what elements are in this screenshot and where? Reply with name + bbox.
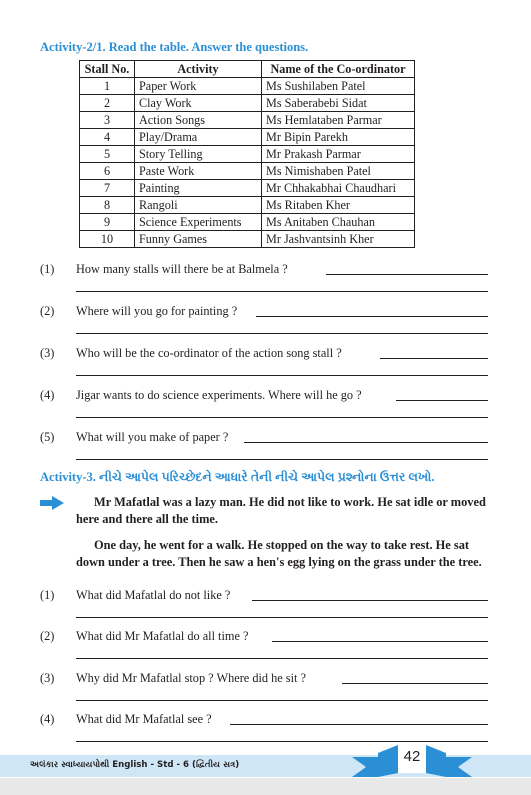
question-number: (5): [40, 430, 55, 444]
answer-blank[interactable]: [252, 588, 488, 601]
table-row: [80, 95, 415, 112]
stall-coordinator: Ms Sushilaben Patel: [262, 78, 415, 95]
table-row: [80, 78, 415, 95]
question-number: (2): [40, 629, 55, 643]
stall-coordinator: Ms Anitaben Chauhan: [262, 214, 415, 231]
answer-line[interactable]: [76, 616, 488, 618]
stall-number: 6: [80, 163, 135, 180]
table-row: [80, 197, 415, 214]
stall-coordinator: Ms Saberabebi Sidat: [262, 95, 415, 112]
stall-activity: Play/Drama: [135, 129, 262, 146]
stall-number: 10: [80, 231, 135, 248]
table-row: [80, 180, 415, 197]
activity-3-heading: Activity-3. નીચે આપેલ પરિચ્છેદને આધારે તેની નીચે આપેલ પ્રશ્નોના ઉત્તર લખો.: [40, 470, 435, 484]
stall-number: 1: [80, 78, 135, 95]
answer-blank[interactable]: [326, 262, 488, 275]
question-text: Jigar wants to do science experiments. Where will he go ?: [76, 388, 362, 402]
book-title: અલંકાર સ્વાધ્યાયપોથી English - Std - 6 (દ્વિતીય સત્ર): [30, 760, 240, 770]
question-text: Who will be the co-ordinator of the action song stall ?: [76, 346, 342, 360]
question-number: (1): [40, 588, 55, 602]
stall-number: 3: [80, 112, 135, 129]
stall-activity: Funny Games: [135, 231, 262, 248]
question-number: (3): [40, 346, 55, 360]
question-text: Where will you go for painting ?: [76, 304, 238, 318]
stall-activity: Paper Work: [135, 78, 262, 95]
answer-line[interactable]: [76, 290, 488, 292]
question-number: (3): [40, 671, 55, 685]
stall-activity: Paste Work: [135, 163, 262, 180]
column-header-coordinator: Name of the Co-ordinator: [262, 61, 415, 78]
stall-coordinator: Ms Ritaben Kher: [262, 197, 415, 214]
stall-number: 4: [80, 129, 135, 146]
table-row: [80, 231, 415, 248]
question-number: (4): [40, 712, 55, 726]
stall-activity: Science Experiments: [135, 214, 262, 231]
stall-activity: Action Songs: [135, 112, 262, 129]
question-text: How many stalls will there be at Balmela ?: [76, 262, 288, 276]
table-row: [80, 129, 415, 146]
answer-blank[interactable]: [244, 430, 488, 443]
question-text: What did Mr Mafatlal do all time ?: [76, 629, 249, 643]
passage-paragraph-2: One day, he went for a walk. He stopped on the way to take rest. He sat down under a tree. Then he saw a hen's egg lying on the grass under the tree.: [76, 538, 482, 569]
answer-line[interactable]: [76, 740, 488, 742]
stall-coordinator: Ms Hemlataben Parmar: [262, 112, 415, 129]
question-number: (4): [40, 388, 55, 402]
stalls-table: [79, 60, 415, 248]
answer-line[interactable]: [76, 458, 488, 460]
stall-activity: Painting: [135, 180, 262, 197]
answer-line[interactable]: [76, 416, 488, 418]
table-row: [80, 112, 415, 129]
stall-coordinator: Mr Chhakabhai Chaudhari: [262, 180, 415, 197]
question-text: Why did Mr Mafatlal stop ? Where did he sit ?: [76, 671, 306, 685]
answer-blank[interactable]: [230, 712, 488, 725]
table-header-row: [80, 61, 415, 78]
stall-coordinator: Mr Bipin Parekh: [262, 129, 415, 146]
answer-blank[interactable]: [342, 671, 488, 684]
right-arrow-icon: [40, 496, 64, 510]
stall-number: 5: [80, 146, 135, 163]
stall-coordinator: Ms Nimishaben Patel: [262, 163, 415, 180]
question-number: (2): [40, 304, 55, 318]
column-header-activity: Activity: [135, 61, 262, 78]
stall-number: 9: [80, 214, 135, 231]
stall-number: 8: [80, 197, 135, 214]
answer-line[interactable]: [76, 332, 488, 334]
question-text: What will you make of paper ?: [76, 430, 229, 444]
answer-blank[interactable]: [256, 304, 488, 317]
answer-blank[interactable]: [396, 388, 488, 401]
question-text: What did Mr Mafatlal see ?: [76, 712, 212, 726]
stall-coordinator: Mr Prakash Parmar: [262, 146, 415, 163]
answer-line[interactable]: [76, 374, 488, 376]
table-row: [80, 163, 415, 180]
stall-number: 7: [80, 180, 135, 197]
activity-1-heading: Activity-2/1. Read the table. Answer the questions.: [40, 40, 309, 54]
question-number: (1): [40, 262, 55, 276]
answer-blank[interactable]: [272, 629, 488, 642]
passage-paragraph-1: Mr Mafatlal was a lazy man. He did not like to work. He sat idle or moved here and there all the time.: [76, 495, 486, 526]
page-number: 42: [403, 748, 421, 765]
question-text: What did Mafatlal do not like ?: [76, 588, 231, 602]
stall-coordinator: Mr Jashvantsinh Kher: [262, 231, 415, 248]
stall-activity: Story Telling: [135, 146, 262, 163]
column-header-stall-no: Stall No.: [80, 61, 135, 78]
stall-number: 2: [80, 95, 135, 112]
table-row: [80, 146, 415, 163]
answer-blank[interactable]: [380, 346, 488, 359]
answer-line[interactable]: [76, 657, 488, 659]
table-row: [80, 214, 415, 231]
bottom-bar: [0, 778, 531, 795]
answer-line[interactable]: [76, 699, 488, 701]
stall-activity: Clay Work: [135, 95, 262, 112]
stall-activity: Rangoli: [135, 197, 262, 214]
